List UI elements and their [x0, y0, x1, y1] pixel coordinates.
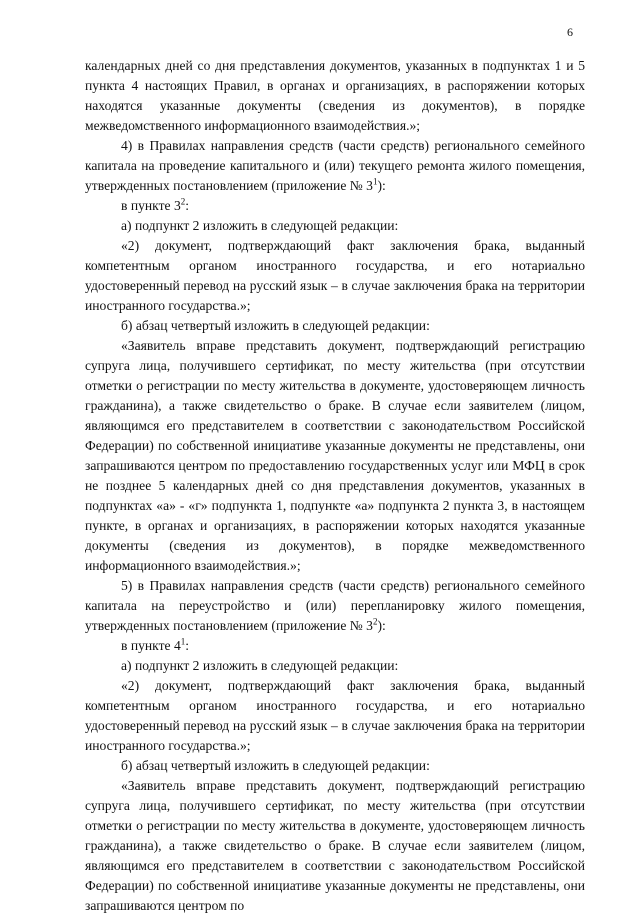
- superscript-index: 1: [372, 176, 378, 187]
- paragraph: [85, 236, 585, 316]
- paragraph: [85, 196, 585, 216]
- paragraph: [85, 576, 585, 636]
- paragraph-text: «Заявитель вправе представить документ, подтверждающий регистрацию супруга лица, получившего сертификат, по месту жительства (при отсутствии отметки о регистрации по месту жительства в документе, удостоверяющем личность гражданина), а также свидетельство о браке. В случае если заявителем (лицом, являющимся его представителем в соответствии с законодательством Российской Федерации) по собственной инициативе указанные документы не представлены, они запрашиваются центром по: [85, 778, 585, 913]
- paragraph: [85, 776, 585, 916]
- paragraph-text: в пункте 4: [121, 638, 181, 653]
- paragraph-text: 4) в Правилах направления средств (части средств) регионального семейного капитала на проведение капитального и (или) текущего ремонта жилого помещения, утвержденных постановлением (приложение № 3: [85, 138, 585, 193]
- paragraph: [85, 676, 585, 756]
- paragraph: [85, 756, 585, 776]
- document-body: [85, 56, 585, 916]
- superscript-index: 2: [372, 616, 378, 627]
- paragraph-text: а) подпункт 2 изложить в следующей редакции:: [121, 218, 399, 233]
- paragraph: [85, 56, 585, 136]
- paragraph: [85, 216, 585, 236]
- paragraph-text-tail: :: [185, 638, 190, 653]
- paragraph-text-tail: ):: [377, 178, 386, 193]
- paragraph: [85, 316, 585, 336]
- paragraph-text: «2) документ, подтверждающий факт заключения брака, выданный компетентным органом иностранного государства, и его нотариально удостоверенный перевод на русский язык – в случае заключения брака на территории иностранного государства.»;: [85, 678, 585, 753]
- paragraph-text: б) абзац четвертый изложить в следующей редакции:: [121, 318, 430, 333]
- paragraph: [85, 636, 585, 656]
- paragraph-text: календарных дней со дня представления документов, указанных в подпунктах 1 и 5 пункта 4 настоящих Правил, в органах и организациях, в распоряжении которых находятся указанные документы (сведения из документов), в порядке межведомственного информационного взаимодействия.»;: [85, 58, 585, 133]
- paragraph-text: 5) в Правилах направления средств (части средств) регионального семейного капитала на переустройство и (или) перепланировку жилого помещения, утвержденных постановлением (приложение № 3: [85, 578, 585, 633]
- paragraph-text: в пункте 3: [121, 198, 181, 213]
- paragraph: [85, 336, 585, 576]
- paragraph-text-tail: :: [185, 198, 190, 213]
- paragraph-text: «2) документ, подтверждающий факт заключения брака, выданный компетентным органом иностранного государства, и его нотариально удостоверенный перевод на русский язык – в случае заключения брака на территории иностранного государства.»;: [85, 238, 585, 313]
- paragraph-text: б) абзац четвертый изложить в следующей редакции:: [121, 758, 430, 773]
- superscript-index: 1: [180, 636, 186, 647]
- page-number: 6: [567, 25, 573, 39]
- paragraph-text: «Заявитель вправе представить документ, подтверждающий регистрацию супруга лица, получившего сертификат, по месту жительства (при отсутствии отметки о регистрации по месту жительства в документе, удостоверяющем личность гражданина), а также свидетельство о браке. В случае если заявителем (лицом, являющимся его представителем в соответствии с законодательством Российской Федерации) по собственной инициативе указанные документы не представлены, они запрашиваются центром по предоставлению государственных услуг или МФЦ в срок не позднее 5 календарных дней со дня представления документов, указанных в подпунктах «а» - «г» подпункта 1, подпункте «а» подпункта 2 пункта 3, в настоящем пункте, в органах и организациях, в распоряжении которых находятся указанные документы (сведения из документов), в порядке межведомственного информационного взаимодействия.»;: [85, 338, 585, 573]
- paragraph: [85, 136, 585, 196]
- superscript-index: 2: [180, 196, 186, 207]
- paragraph-text: а) подпункт 2 изложить в следующей редакции:: [121, 658, 399, 673]
- paragraph: [85, 656, 585, 676]
- paragraph-text-tail: ):: [377, 618, 386, 633]
